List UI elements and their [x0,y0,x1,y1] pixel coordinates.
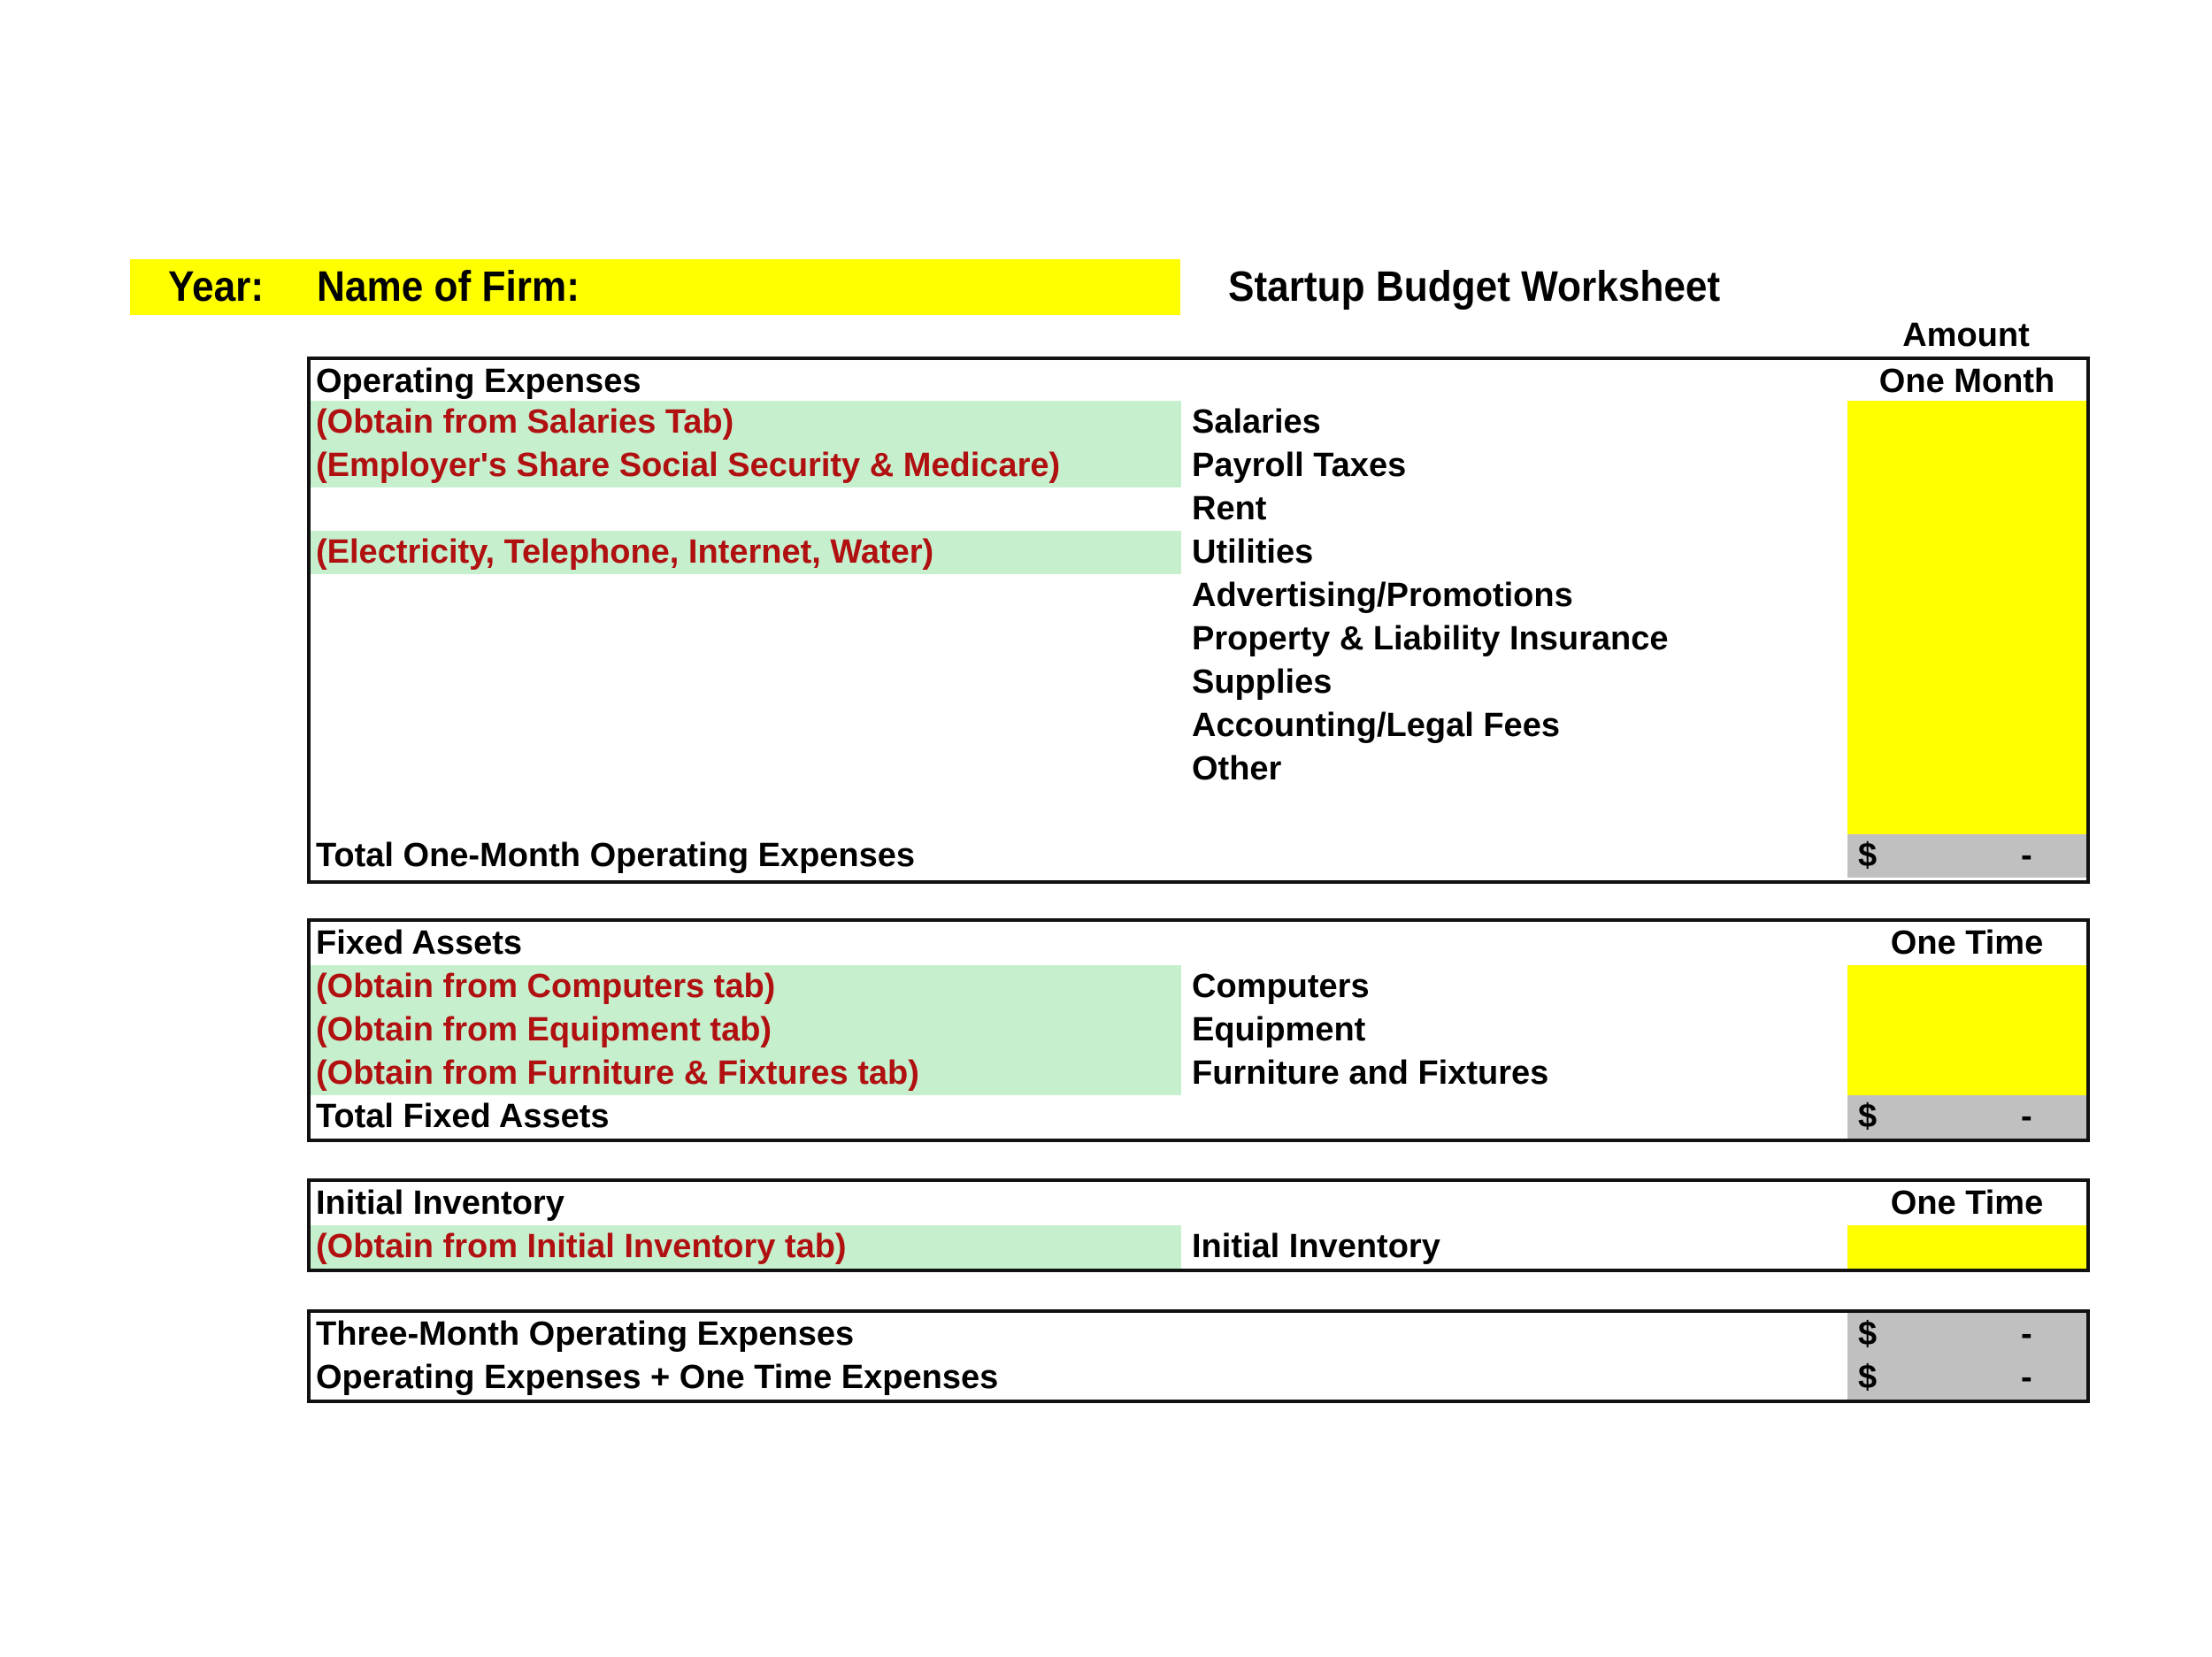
row-label: Utilities [1192,533,1314,571]
three-month-total-value [1847,1313,2086,1356]
section-header-row [311,360,2086,403]
operating-expenses-section [307,357,2090,884]
table-row [311,704,2086,748]
table-row [311,531,2086,574]
section-title: Fixed Assets [316,924,523,962]
row-label: Property & Liability Insurance [1192,620,1669,657]
row-note: (Obtain from Computers tab) [311,965,1181,1009]
amount-input-accounting-legal[interactable] [1847,704,2086,748]
row-label: Accounting/Legal Fees [1192,707,1560,744]
row-note [311,618,1181,661]
row-note [311,574,1181,618]
firm-name-label: Name of Firm: [317,264,580,311]
row-label: Equipment [1192,1011,1366,1048]
table-row [311,401,2086,444]
row-label: Computers [1192,968,1370,1005]
total-row [311,1095,2086,1139]
amount-input-furniture[interactable] [1847,1052,2086,1095]
table-row [311,574,2086,618]
row-label: Other [1192,750,1282,787]
total-value: - [2021,837,2032,874]
amount-input-utilities[interactable] [1847,531,2086,574]
row-label: Salaries [1192,403,1321,441]
row-label: Initial Inventory [1192,1228,1440,1265]
summary-section [307,1309,2090,1403]
summary-label: Three-Month Operating Expenses [316,1316,855,1353]
total-value: - [2021,1316,2032,1353]
total-value: - [2021,1359,2032,1396]
row-label: Supplies [1192,664,1333,701]
currency-symbol: $ [1858,837,1878,874]
amount-column-header: Amount [1902,317,2030,354]
year-label: Year: [168,264,265,311]
page-title: Startup Budget Worksheet [1228,264,1721,311]
fixed-assets-section [307,918,2090,1142]
amount-input-supplies[interactable] [1847,661,2086,704]
amount-input-blank[interactable] [1847,791,2086,834]
table-row [311,661,2086,704]
table-row [311,618,2086,661]
summary-row [311,1313,2086,1356]
table-row [311,487,2086,531]
table-row [311,1052,2086,1095]
row-label: Rent [1192,490,1267,527]
amount-input-initial-inventory[interactable] [1847,1225,2086,1269]
section-header-row [311,1182,2086,1225]
row-note: (Obtain from Initial Inventory tab) [311,1225,1181,1269]
firm-name-input[interactable] [619,259,1177,315]
table-row [311,1225,2086,1269]
column-header-one-time: One Time [1890,924,2044,962]
row-note: (Obtain from Furniture & Fixtures tab) [311,1052,1181,1095]
total-label: Total Fixed Assets [316,1098,610,1135]
amount-input-rent[interactable] [1847,487,2086,531]
amount-input-equipment[interactable] [1847,1009,2086,1052]
currency-symbol: $ [1858,1359,1878,1396]
section-title: Operating Expenses [316,363,641,400]
total-label: Total One-Month Operating Expenses [316,837,916,874]
section-header-row [311,922,2086,965]
table-row [311,965,2086,1009]
row-label: Furniture and Fixtures [1192,1055,1549,1092]
row-note: (Obtain from Equipment tab) [311,1009,1181,1052]
amount-input-computers[interactable] [1847,965,2086,1009]
total-row [311,834,2086,878]
row-note [311,748,1181,791]
amount-input-insurance[interactable] [1847,618,2086,661]
grand-total-value [1847,1356,2086,1400]
currency-symbol: $ [1858,1098,1878,1135]
amount-input-salaries[interactable] [1847,401,2086,444]
table-row [311,444,2086,487]
table-row [311,748,2086,791]
amount-input-advertising[interactable] [1847,574,2086,618]
initial-inventory-section [307,1178,2090,1272]
summary-row [311,1356,2086,1400]
row-note: (Employer's Share Social Security & Medicare) [311,444,1181,487]
total-fixed-assets-value [1847,1095,2086,1139]
table-row [311,1009,2086,1052]
row-note [311,704,1181,748]
blank-row [311,791,2086,834]
row-note: (Electricity, Telephone, Internet, Water) [311,531,1181,574]
total-one-month-value [1847,834,2086,878]
column-header-one-month: One Month [1878,363,2055,400]
amount-input-other[interactable] [1847,748,2086,791]
row-note: (Obtain from Salaries Tab) [311,401,1181,444]
section-title: Initial Inventory [316,1185,565,1222]
row-label: Payroll Taxes [1192,447,1407,484]
row-note [311,661,1181,704]
column-header-one-time: One Time [1890,1185,2044,1222]
currency-symbol: $ [1858,1316,1878,1353]
summary-label: Operating Expenses + One Time Expenses [316,1359,999,1396]
row-label: Advertising/Promotions [1192,577,1573,614]
row-note [311,487,1181,531]
total-value: - [2021,1098,2032,1135]
amount-input-payroll-taxes[interactable] [1847,444,2086,487]
